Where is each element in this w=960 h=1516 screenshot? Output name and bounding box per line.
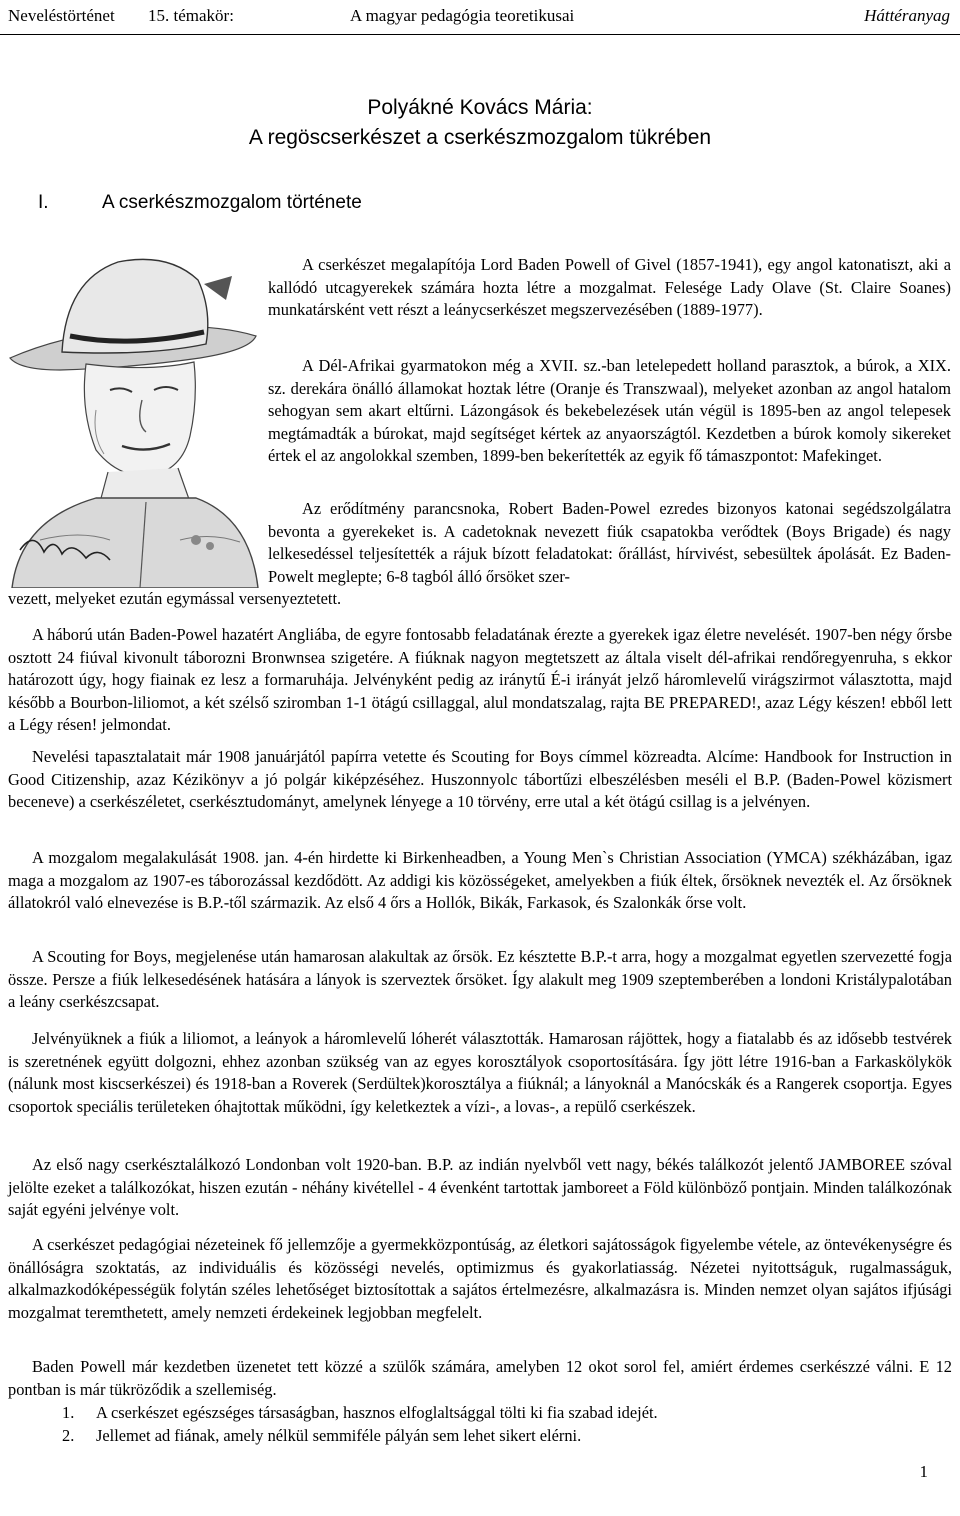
paragraph-jamboree: Az első nagy cserkésztalálkozó Londonban volt 1920-ban. B.P. az indián nyelvből vett nagy, békés találkozót jelentő JAMBOREE szóval jelölte ezeket a találkozókat, hiszen ezután - néhány kivétellel - 4 évenként tartottak jamboreet a Föld különböző pontjain. Minden találkozónak saját egyéni jelvénye volt. (8, 1155, 952, 1220)
title-author: Polyákné Kovács Mária: (367, 96, 593, 119)
paragraph-scouting-for-boys: Nevelési tapasztalatait már 1908 januárjától papírra vetette és Scouting for Boys címmel közreadta. Alcíme: Handbook for Instruction in Good Citizenship, azaz Kézikönyv a jó polgár kiképzéséhez. Huszonnyolc tábortűzi elbeszélésben meséli el B.P. (Baden-Powel közismert beceneve) a cserkészéletet, cserkésztudományt, amelynek lényege a 10 törvény, erre utal a két ötágú csillag is a jelvényen. (8, 747, 952, 812)
section-number: I. (38, 192, 49, 213)
paragraph-patrols: A Scouting for Boys, megjelenése után hamarosan alakultak az őrsök. Ez késztette B.P.-t arra, hogy a mozgalmat egyetlen szervezetté fogja össze. Persze a fiúk lelkesedésének hatására a lányok is szerveztek őrsöket. Így alakult meg 1909 szeptemberében a londoni Kristálypalotában a leány cserkészcsapat. (8, 947, 952, 1012)
header-divider (0, 34, 960, 35)
title-main: A regöscserkészet a cserkészmozgalom tükrében (248, 126, 712, 149)
paragraph-movement-founding: A mozgalom megalakulását 1908. jan. 4-én hirdette ki Birkenheadben, a Young Men`s Christian Association (YMCA) székházában, igaz maga a mozgalom az 1907-es táborozással kezdődött. Az addigi kis közösségeket, amelyekben a fiúk éltek, őrsöknek nevezték el. Az őrsöknek állatokról való elnevezése is B.P.-től származik. Az első 4 őrs a Hollók, Bikák, Farkasok, és Szalonkák őrse volt. (8, 848, 952, 913)
header-type: Háttéranyag (864, 6, 950, 25)
paragraph-pedagogy: A cserkészet pedagógiai nézeteinek fő jellemzője a gyermekközpontúság, az életkori sajátosságok figyelembe vétele, az öntevékenységre és önállóságra szoktatás, az individuális és közösségi nevelés, optimizmus és gyakorlatiasság. Nézetei nyitottságuk, rugalmasságuk, alkalmazkodóképességük folytán széles lehetőséget biztosítottak a sajátos értelmezésre, alkalmazásra is. Minden nemzet olyan sajátos ifjúsági mozgalmat teremthetett, amely nemzeti érdekeinek legjobban megfelelt. (8, 1235, 952, 1322)
paragraph-boers: A Dél-Afrikai gyarmatokon még a XVII. sz.-ban letelepedett holland parasztok, a búrok, a XIX. sz. derekára önálló államokat hoztak létre (Oranje és Transzwaal), melyeket azonban az angol hatalom sehogyan sem akart eltűrni. Lázongások és bekebelezések után végül is 1895-ben az angol telepesek megtámadták a búrokat, majd segítséget kértek az anyaországtól. Kezdetben a búrok komoly sikereket értek el az angolokkal szemben, 1899-ben bekerítették az egyik fő támaszpontot: Mafekinget. (268, 356, 951, 466)
list-item: 1. A cserkészet egészséges társaságban, hasznos elfoglaltsággal tölti ki fia szabad idejét. (62, 1403, 658, 1422)
paragraph-founder: A cserkészet megalapítója Lord Baden Powell of Givel (1857-1941), egy angol katonatiszt, aki a kallódó utcagyerekek számára hozta létre a mozgalmat. Felesége Lady Olave (St. Claire Soanes) munkatársként vett részt a leánycserkészet megszervezésében (1889-1977). (268, 255, 951, 320)
header-course: Neveléstörténet (8, 6, 115, 25)
header-topic: A magyar pedagógia teoretikusai (350, 6, 575, 25)
reasons-list (62, 1402, 942, 1447)
portrait-sketch-icon (0, 240, 262, 588)
section-title: A cserkészmozgalom története (102, 192, 362, 213)
paragraph-badges: Jelvényüknek a fiúk a liliomot, a leányok a háromlevelű lóherét választották. Hamarosan rájöttek, hogy a fiatalabb és az idősebb testvérek is szeretnének együtt dolgozni, ehhez azonban szükség van az egyes korosztályok csoportosítására. Így jött létre 1916-ban a Farkaskölykök (nálunk most kiscserkészei) és 1918-ban a Roverek (Serdültek)korosztálya a fiúknál; a lányoknál a Manócskák és a Rangerek csoportja. Egyes csoportok speciális területeken óhajtottak működni, így keletkeztek a vízi-, a lovas-, a repülő cserkészek. (8, 1029, 952, 1116)
paragraph-twelve-points: Baden Powell már kezdetben üzenetet tett közzé a szülők számára, amelyben 12 okot sorol fel, amiért érdemes cserkészzé válni. E 12 pontban is már tükröződik a szellemiség. (8, 1357, 952, 1399)
section-heading (38, 192, 362, 214)
paragraph-after-war: A háború után Baden-Powel hazatért Angliába, de egyre fontosabb feladatának érezte a gyerekek igaz életre nevelését. 1907-ben négy őrsbe osztott 24 fiúval kivonult táborozni Bronwnsea szigetére. A fiúknak nagyon megtetszett az általa viselt dél-afrikai rendőregyenruha, s ekkor határozott úgy, hogy fiainak ez lesz a formaruhája. Jelvényként pedig az iránytű É-i irányát jelző háromlevelű virágszirmot választotta, majd később a Bourbon-liliomot, a két szélső sziromban 1-1 ötágú csillaggal, alul mondatszalag, rajta BE PREPARED!, azaz Légy készen! ebből lett a Légy résen! jelmondat. (8, 625, 952, 735)
page-number: 1 (919, 1462, 928, 1481)
header-topic-number: 15. témakör: (148, 6, 234, 25)
document-title (0, 93, 960, 153)
page-header (0, 0, 960, 34)
paragraph-mafeking-end: vezett, melyeket ezután egymással versenyeztetett. (8, 589, 342, 608)
paragraph-mafeking: Az erődítmény parancsnoka, Robert Baden-Powel ezredes bizonyos katonai segédszolgálatra bevonta a gyerekeket is. A cadetoknak nevezett fiúk csapatokba verődtek (Boys Brigade) és nagy lelkesedéssel teljesítették a rájuk bízott feladatokat: őrállást, hírvivést, sebesültek ápolását. Ez Baden-Powelt meglepte; 6-8 tagból álló őrsöket szer- (268, 499, 951, 586)
list-item: 2. Jellemet ad fiának, amely nélkül semmiféle pályán sem lehet sikert elérni. (62, 1425, 582, 1445)
